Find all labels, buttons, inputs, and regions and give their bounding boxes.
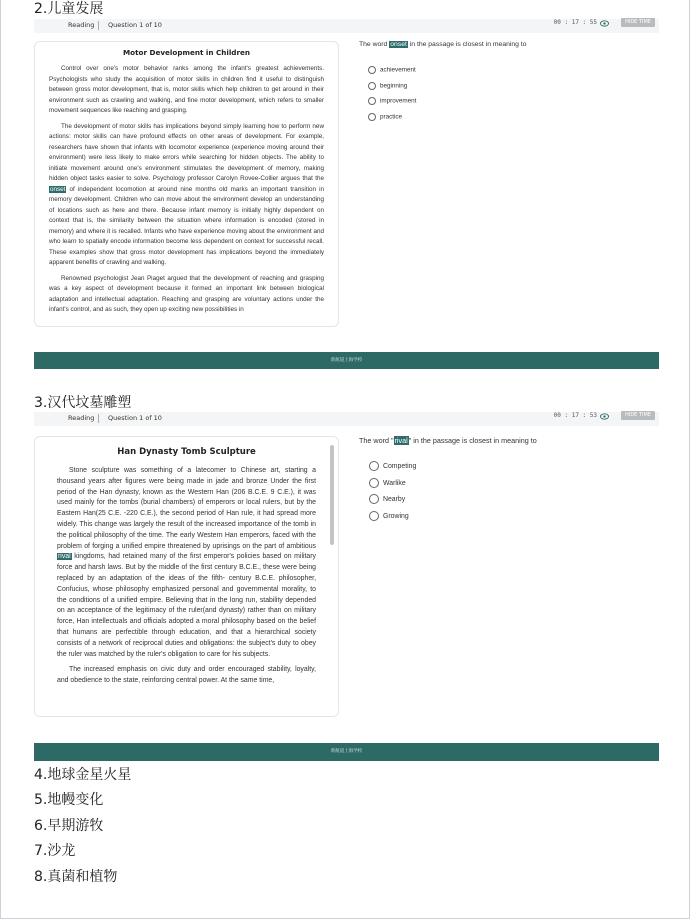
answer-option[interactable]: Warlike [369, 478, 406, 488]
topic-list-item: 4.地球金星火星 [34, 767, 132, 783]
question-highlighted-word: rival [394, 436, 408, 445]
test-toolbar [34, 412, 659, 426]
hide-time-button[interactable]: HIDE TIME [621, 411, 655, 420]
answer-option[interactable]: Growing [369, 511, 409, 521]
topic-list-item: 6.早期游牧 [34, 818, 104, 834]
footer-bar: 新航道上海学校 [34, 352, 659, 369]
passage-paragraph: The development of motor skills has implications beyond simply learning how to perform new actions: motor skills can have profound effects on other areas of development. For example, researchers have shown that infants with locomotor experience (experience moving around their environment) were less likely to make errors while searching for hidden objects. The ability to initiate movement around one's environment stimulates the development of memory, making hidden object tasks easier to solve. Psychology professor Carolyn Rovee-Collier argues that the onset of independent locomotion at around nine months old marks an important transition in memory development. Children who can move about the environment develop an understanding of locations such as here and there. Because infant memory is initially highly dependent on context that is, the similarity between the situation where information is encoded (stored in memory) and where it is recalled. Infants who have experience moving about the environment and who learn to spatially encode information become less dependent on context for successful recall. These examples show that gross motor development has implications beyond the immediately apparent benefits of crawling and walking. [49, 122, 324, 266]
question-counter: Question 1 of 10 [108, 414, 162, 422]
question-prompt: The word onset in the passage is closest in meaning to [359, 41, 527, 48]
radio-button[interactable] [369, 494, 379, 504]
toolbar-divider [98, 21, 99, 30]
radio-button[interactable] [369, 461, 379, 471]
eye-icon[interactable] [600, 413, 609, 420]
answer-option[interactable]: Competing [369, 461, 416, 471]
topic-list-item: 8.真菌和植物 [34, 869, 118, 885]
passage-title: Motor Development in Children [123, 48, 250, 57]
passage-paragraph: The increased emphasis on civic duty and order encouraged stability, loyalty, and obedience to the state, reinforcing central power. At the same time, [57, 666, 316, 685]
passage-paragraph: Control over one's motor behavior ranks among the infant's greatest achievements. Psychologists who study the acquisition of motor skills in children find it useful to distinguish between gross motor development, that is, motor skills which help children to get around in their environment such as crawling and walking, and fine motor development, which refers to smaller movement sequences like reaching and grasping. [49, 65, 324, 114]
answer-option[interactable]: practice [368, 113, 402, 121]
passage-body [35, 57, 338, 316]
question-highlighted-word: onset [390, 41, 407, 48]
passage-panel[interactable] [34, 436, 339, 717]
footer-bar: 新航道上海学校 [34, 743, 659, 761]
frame-border-bottom [0, 918, 690, 919]
frame-border-left [0, 0, 1, 918]
tab-reading[interactable]: Reading [68, 414, 95, 422]
answer-option[interactable]: beginning [368, 82, 407, 90]
answer-option[interactable]: Nearby [369, 494, 405, 504]
answer-option[interactable]: improvement [368, 97, 416, 105]
question-counter: Question 1 of 10 [108, 21, 162, 29]
tab-reading[interactable]: Reading [68, 21, 95, 29]
highlighted-word: rival [58, 553, 71, 561]
section-heading: 3.汉代坟墓雕塑 [34, 395, 132, 411]
passage-panel[interactable] [34, 41, 339, 327]
passage-title: Han Dynasty Tomb Sculpture [117, 447, 256, 457]
test-toolbar [34, 19, 659, 33]
radio-button[interactable] [368, 113, 376, 121]
radio-button[interactable] [369, 511, 379, 521]
toolbar-divider [98, 414, 99, 423]
passage-body [35, 457, 338, 687]
question-prompt: The word "rival" in the passage is closest in meaning to [359, 436, 537, 445]
eye-icon[interactable] [600, 20, 609, 27]
passage-paragraph: Renowned psychologist Jean Piaget argued that the development of reaching and grasping was a key aspect of development because it formed an important link between biological adaptation and intellectual adaptation. Reaching and grasping are voluntary actions under the infant's control, and as such, they open up exciting new possibilities in [49, 274, 324, 313]
radio-button[interactable] [368, 66, 376, 74]
topic-list-item: 7.沙龙 [34, 843, 76, 859]
radio-button[interactable] [368, 97, 376, 105]
passage-paragraph: Stone sculpture was something of a latecomer to Chinese art, starting a thousand years after figures were being made in jade and bronze Under the first period of the Han dynasty, known as the Western Han (206 B.C.E. 9 C.E.), it was used mainly for the tombs (burial chambers) of emperors or local rulers, but by the Eastern Han(25 C.E. -220 C.E.), the second period of Han rule, it had spread more widely. This change was largely the result of the increased importance of the tomb in the political philosophy of the time. The early Western Han emperors, faced with the problem of forging a unified empire threatened by uprisings on the part of ambitious rival kingdoms, had retained many of the first emperor's policies based on military force and harsh laws. But by the middle of the first century B.C.E., these were being replaced by an adaptation of the ideas of the fifth- century B.C.E. philosopher, Confucius, whose philosophy emphasized personal and governmental morality, to the conditions of a unified empire. Believing that in the long run, stability depended on an acceptance of the legitimacy of the ruler(and dynasty) rather than on military force, Han intellectuals and officials adopted a moral philosophy based on the belief that humans are perfectible through education, and that a hierarchical society consists of a network of reciprocal duties and obligations: the subject's duty to obey the ruler was matched by the ruler's obligation to care for his subjects. [57, 467, 316, 658]
answer-option[interactable]: achievement [368, 66, 416, 74]
radio-button[interactable] [368, 82, 376, 90]
section-heading: 2.儿童发展 [34, 1, 104, 17]
hide-time-button[interactable]: HIDE TIME [621, 18, 655, 27]
countdown-timer: 00 : 17 : 53 [553, 412, 597, 419]
topic-list-item: 5.地幔变化 [34, 792, 104, 808]
countdown-timer: 00 : 17 : 55 [553, 19, 597, 26]
passage-scrollbar[interactable] [330, 445, 334, 545]
radio-button[interactable] [369, 478, 379, 488]
highlighted-word: onset [50, 185, 66, 193]
